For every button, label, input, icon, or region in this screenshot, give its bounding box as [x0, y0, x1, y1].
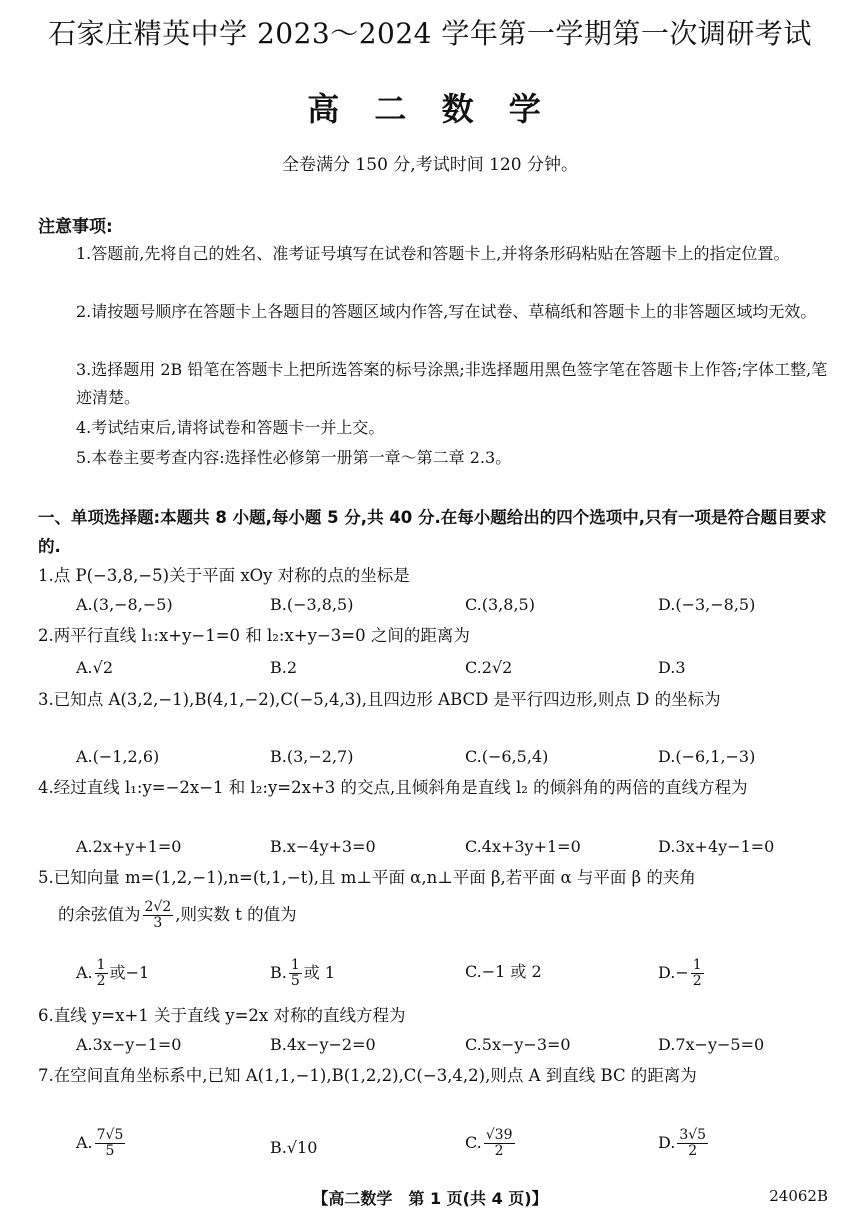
exam-meta: 全卷满分 150 分,考试时间 120 分钟。: [282, 155, 578, 175]
denominator: 5: [105, 1143, 115, 1159]
option-text: √10: [286, 1138, 318, 1157]
option-d: D.3x+4y−1=0: [658, 837, 775, 856]
page-footer: 【高二数学 第 1 页(共 4 页)】: [312, 1189, 548, 1208]
option-b: B.(3,−2,7): [270, 747, 354, 766]
note-item: 2.请按题号顺序在答题卡上各题目的答题区域内作答,写在试卷、草稿纸和答题卡上的非答题区域均无效。: [76, 302, 817, 321]
fraction: [95, 958, 108, 989]
option-a: A.(−1,2,6): [76, 747, 160, 766]
stem-text: ,则实数 t 的值为: [175, 905, 297, 924]
option-c: C.−1 或 2: [465, 962, 542, 981]
denominator: 5: [290, 973, 300, 989]
option-a: A.√2: [76, 658, 114, 677]
option-b: B.4x−y−2=0: [270, 1035, 376, 1054]
option-c: C.(3,8,5): [465, 595, 535, 614]
option-b: B.x−4y+3=0: [270, 837, 376, 856]
option-d: D.− $\frac{1}{2}$: [658, 957, 702, 989]
subject-title: 高 二 数 学: [307, 90, 553, 128]
stem-text: 的余弦值为: [58, 905, 141, 924]
option-c: C.(−6,5,4): [465, 747, 549, 766]
option-text: 或 1: [303, 963, 336, 982]
question-stem: 5.已知向量 m=(1,2,−1),n=(t,1,−t),且 m⊥平面 α,n⊥平面 β,若平面 α 与平面 β 的夹角: [38, 868, 696, 887]
fraction: [95, 1128, 126, 1159]
denominator: 2: [96, 973, 106, 989]
option-c: C.4x+3y+1=0: [465, 837, 581, 856]
option-b: B. $\frac{1}{5}$ 或 1: [270, 957, 336, 989]
option-b: B.(−3,8,5): [270, 595, 354, 614]
option-b: B.√10: [270, 1138, 318, 1157]
denominator: 3: [153, 915, 163, 931]
fraction: [677, 1128, 708, 1159]
numerator: 7√5: [96, 1127, 124, 1143]
option-c: C.5x−y−3=0: [465, 1035, 571, 1054]
note-item: 4.考试结束后,请将试卷和答题卡一并上交。: [76, 418, 385, 437]
option-text: 或−1: [109, 963, 150, 982]
option-c: C. $\frac{√39}{2}$: [465, 1127, 513, 1159]
option-d: D.3: [658, 658, 686, 677]
option-c: C.2√2: [465, 658, 513, 677]
numerator: 1: [692, 957, 702, 973]
option-d: D.(−3,−8,5): [658, 595, 756, 614]
note-item: 1.答题前,先将自己的姓名、准考证号填写在试卷和答题卡上,并将条形码粘贴在答题卡上的指定位置。: [76, 244, 790, 263]
question-stem: 4.经过直线 l₁:y=−2x−1 和 l₂:y=2x+3 的交点,且倾斜角是直线 l₂ 的倾斜角的两倍的直线方程为: [38, 778, 748, 797]
question-stem: 2.两平行直线 l₁:x+y−1=0 和 l₂:x+y−3=0 之间的距离为: [38, 626, 470, 645]
option-a: A.2x+y+1=0: [76, 837, 182, 856]
question-stem-continued: [58, 900, 758, 931]
paper-code: 24062B: [769, 1187, 828, 1205]
notes-heading: 注意事项:: [38, 217, 113, 237]
note-item: 5.本卷主要考查内容:选择性必修第一册第一章～第二章 2.3。: [76, 448, 512, 467]
question-stem: 1.点 P(−3,8,−5)关于平面 xOy 对称的点的坐标是: [38, 566, 410, 585]
option-b: B.2: [270, 658, 298, 677]
denominator: 2: [692, 973, 702, 989]
option-a: A. $\frac{7√5}{5}$: [76, 1127, 124, 1159]
fraction: [143, 900, 174, 931]
option-d: D.(−6,1,−3): [658, 747, 756, 766]
note-item: 3.选择题用 2B 铅笔在答题卡上把所选答案的标号涂黑;非选择题用黑色签字笔在答题卡上作答;字体工整,笔迹清楚。: [76, 360, 828, 407]
question-stem: 6.直线 y=x+1 关于直线 y=2x 对称的直线方程为: [38, 1006, 406, 1025]
question-stem: 7.在空间直角坐标系中,已知 A(1,1,−1),B(1,2,2),C(−3,4,2),则点 A 到直线 BC 的距离为: [38, 1066, 697, 1085]
fraction: [289, 958, 302, 989]
option-a: A. $\frac{1}{2}$ 或−1: [76, 957, 150, 989]
option-a: A.3x−y−1=0: [76, 1035, 182, 1054]
numerator: 1: [96, 957, 106, 973]
exam-title: 石家庄精英中学 2023～2024 学年第一学期第一次调研考试: [48, 17, 812, 50]
option-d: D.7x−y−5=0: [658, 1035, 765, 1054]
option-d: D. $\frac{3√5}{2}$: [658, 1127, 707, 1159]
fraction: [484, 1128, 515, 1159]
fraction: [691, 958, 704, 989]
section-heading: 一、单项选择题:本题共 8 小题,每小题 5 分,共 40 分.在每小题给出的四个选项中,只有一项是符合题目要求的.: [38, 508, 827, 556]
numerator: 2√2: [144, 899, 172, 915]
denominator: 2: [688, 1143, 698, 1159]
numerator: 1: [290, 957, 300, 973]
option-a: A.(3,−8,−5): [76, 595, 173, 614]
numerator: 3√5: [679, 1127, 707, 1143]
question-stem: 3.已知点 A(3,2,−1),B(4,1,−2),C(−5,4,3),且四边形 ABCD 是平行四边形,则点 D 的坐标为: [38, 690, 721, 709]
denominator: 2: [494, 1143, 504, 1159]
numerator: √39: [485, 1127, 513, 1143]
